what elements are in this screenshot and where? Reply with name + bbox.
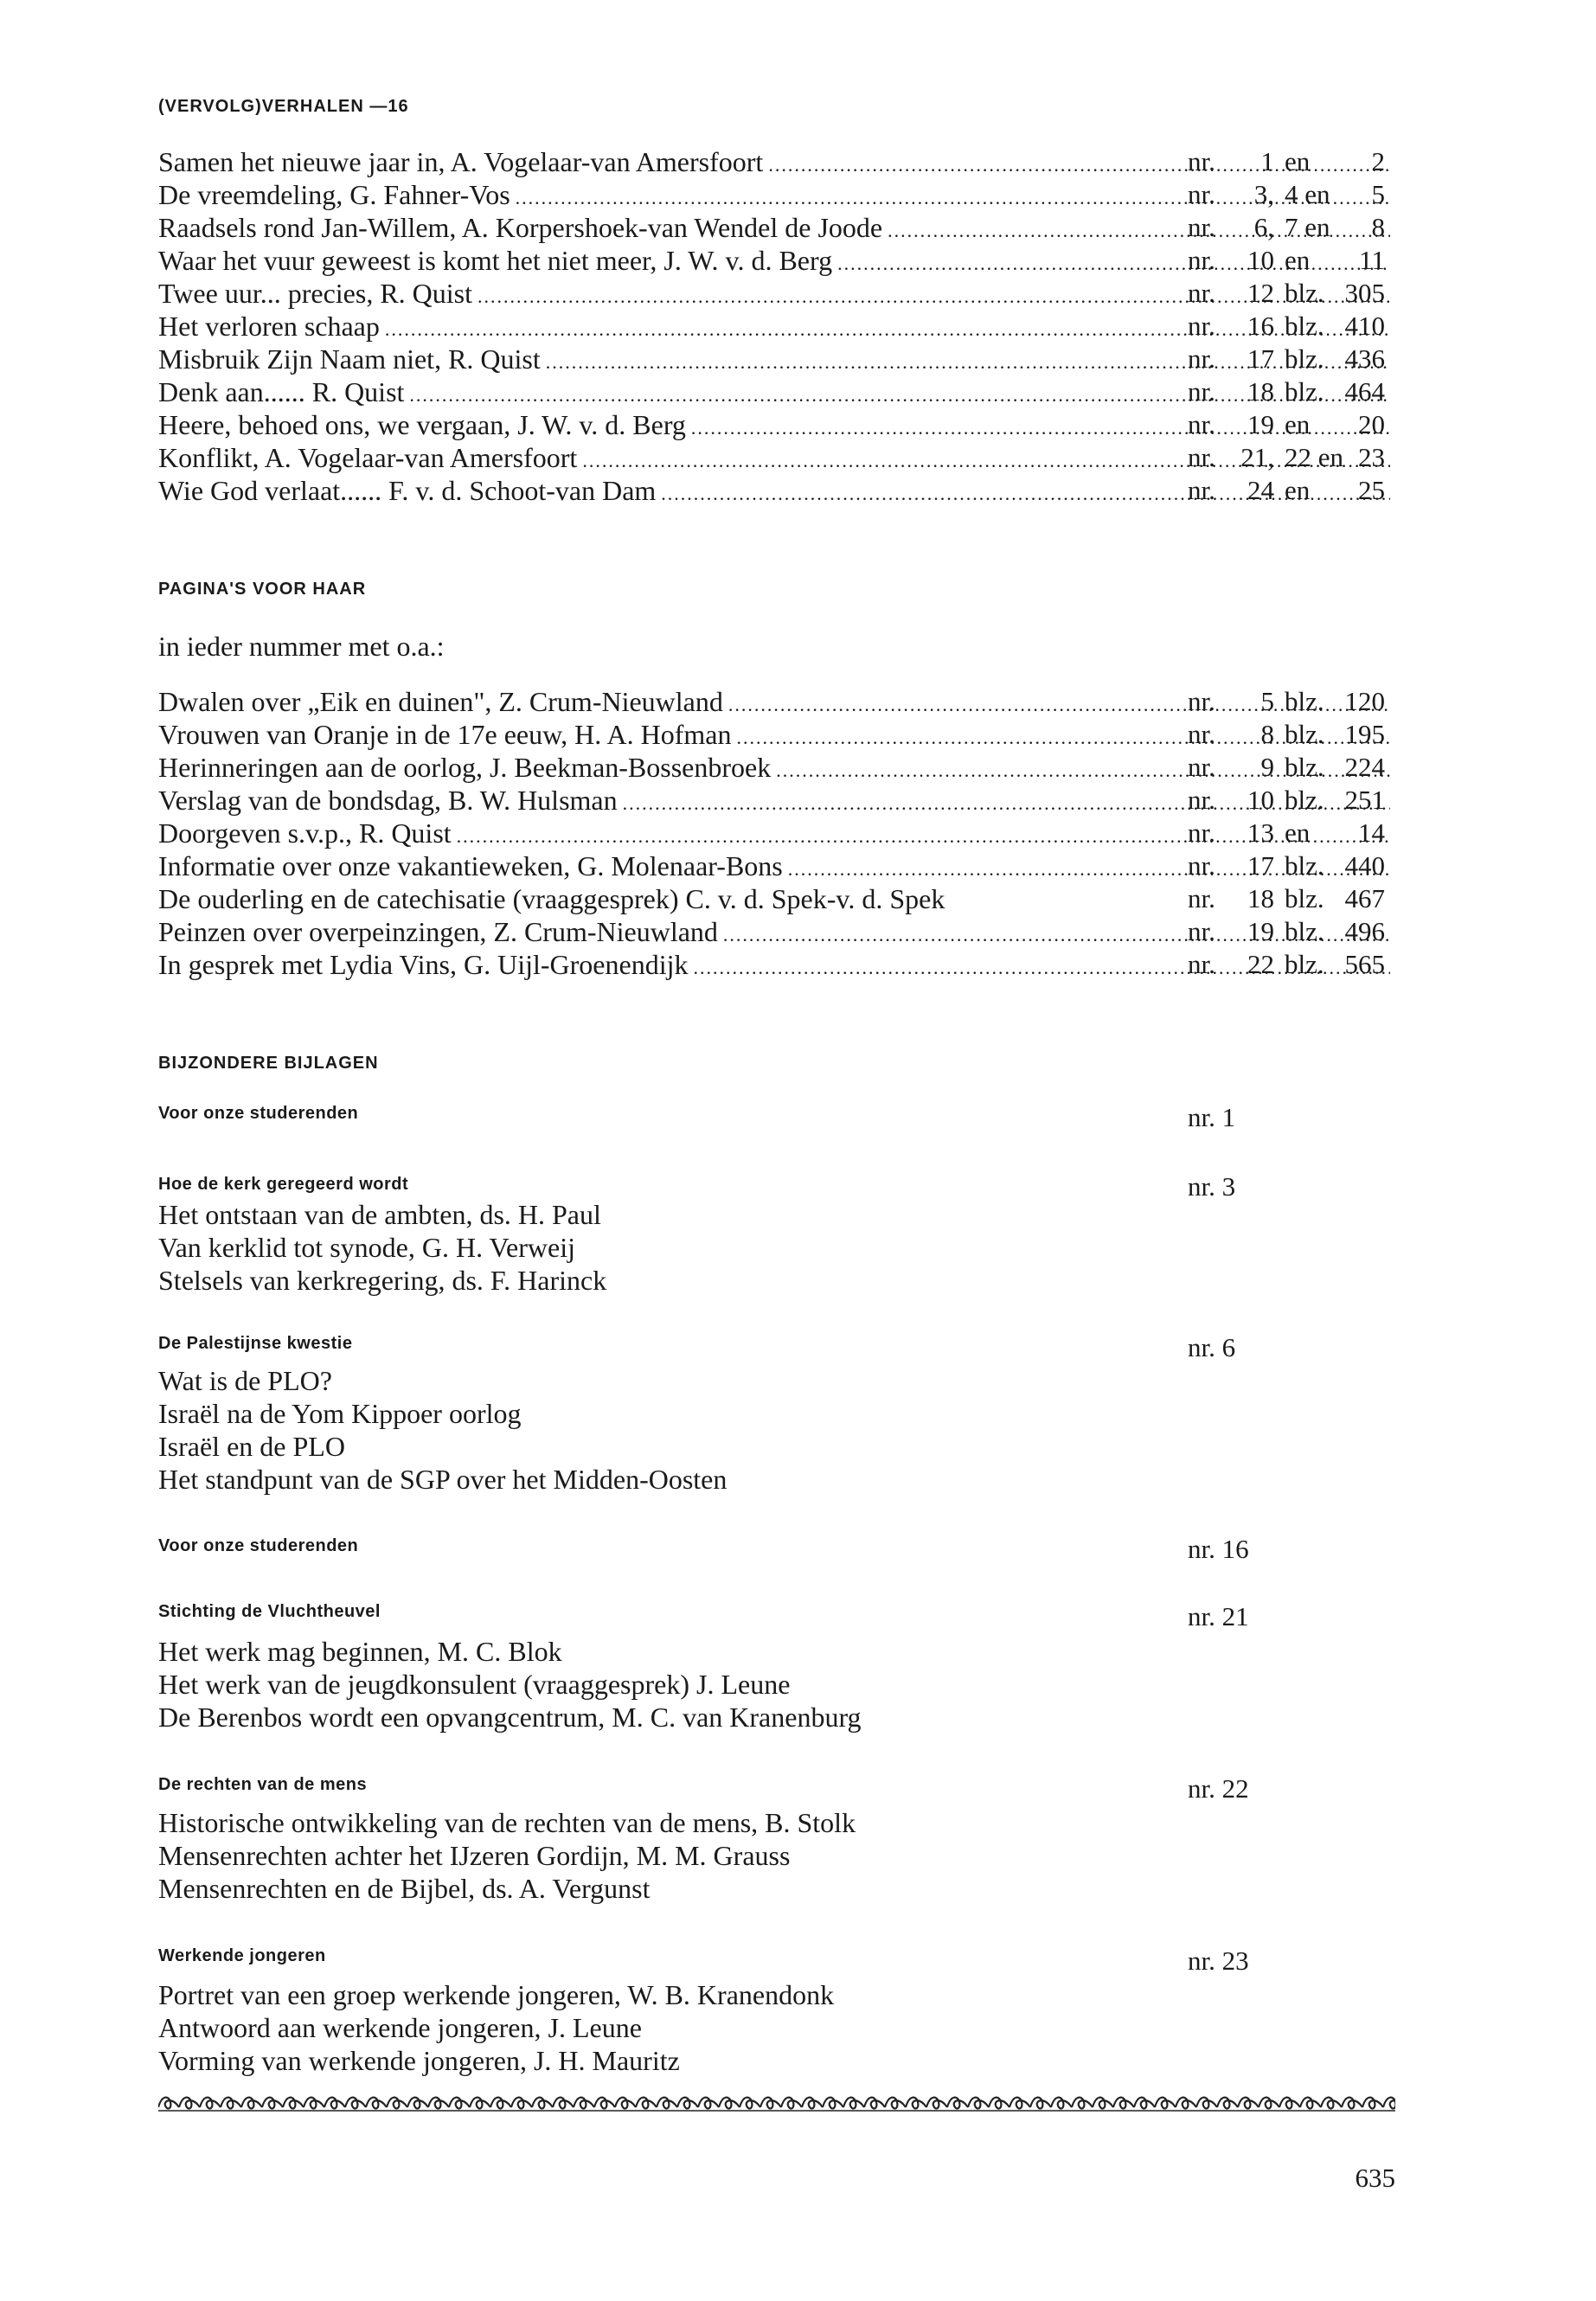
bijlage-item: Het werk mag beginnen, M. C. Blok xyxy=(158,1636,562,1667)
bijlage-ref: nr. 6 xyxy=(1188,1332,1236,1362)
bijlage-heading: Werkende jongeren xyxy=(158,1946,326,1965)
bijlage-item: Vorming van werkende jongeren, J. H. Mauritz xyxy=(158,2045,680,2076)
item-title: Het verloren schaap xyxy=(158,311,380,342)
item-title: Vrouwen van Oranje in de 17e eeuw, H. A. Hofman xyxy=(158,719,732,750)
item-title: Denk aan...... R. Quist xyxy=(158,376,405,407)
paginas-intro: in ieder nummer met o.a.: xyxy=(158,631,445,662)
item-ref: nr. 22 blz. 565 xyxy=(1188,949,1385,979)
bijlage-item: Mensenrechten achter het IJzeren Gordijn, M. M. Grauss xyxy=(158,1840,791,1871)
item-ref: nr. 13 en 14 xyxy=(1188,817,1385,848)
bijlage-heading: De Palestijnse kwestie xyxy=(158,1334,353,1353)
item-title: Doorgeven s.v.p., R. Quist xyxy=(158,817,452,849)
ornament-border xyxy=(158,2092,1395,2114)
item-ref: nr. 17 blz. 440 xyxy=(1188,850,1385,881)
bijlage-ref: nr. 21 xyxy=(1188,1601,1249,1631)
item-ref: nr. 16 blz. 410 xyxy=(1188,311,1385,341)
bijlage-item: Antwoord aan werkende jongeren, J. Leune xyxy=(158,2012,642,2043)
item-title: Verslag van de bondsdag, B. W. Hulsman xyxy=(158,785,618,816)
item-ref: nr. 10 blz. 251 xyxy=(1188,785,1385,815)
item-title: Dwalen over „Eik en duinen", Z. Crum-Nieuwland xyxy=(158,686,723,717)
bijlage-ref: nr. 22 xyxy=(1188,1773,1249,1804)
item-ref: nr. 18 blz. 464 xyxy=(1188,376,1385,407)
item-title: Waar het vuur geweest is komt het niet meer, J. W. v. d. Berg xyxy=(158,245,833,276)
bijlage-item: Historische ontwikkeling van de rechten van de mens, B. Stolk xyxy=(158,1807,856,1838)
bijlage-item: Israël na de Yom Kippoer oorlog xyxy=(158,1398,522,1429)
item-ref: nr. 6, 7 en 8 xyxy=(1188,212,1385,242)
item-title: Samen het nieuwe jaar in, A. Vogelaar-van Amersfoort xyxy=(158,146,764,177)
bijlage-ref: nr. 1 xyxy=(1188,1102,1236,1132)
item-title: Peinzen over overpeinzingen, Z. Crum-Nieuwland xyxy=(158,916,718,947)
item-ref: nr. 19 en 20 xyxy=(1188,409,1385,439)
bijlage-item: Portret van een groep werkende jongeren, W. B. Kranendonk xyxy=(158,1979,835,2010)
item-title: Raadsels rond Jan-Willem, A. Korpershoek-van Wendel de Joode xyxy=(158,212,883,243)
item-ref: nr. 9 blz. 224 xyxy=(1188,752,1385,782)
item-title: De ouderling en de catechisatie (vraaggesprek) C. v. d. Spek-v. d. Spek xyxy=(158,883,945,914)
item-ref: nr. 12 blz. 305 xyxy=(1188,278,1385,308)
bijlage-item: Het werk van de jeugdkonsulent (vraaggesprek) J. Leune xyxy=(158,1669,791,1700)
bijlage-item: Wat is de PLO? xyxy=(158,1365,332,1396)
bijlage-heading: Stichting de Vluchtheuvel xyxy=(158,1602,381,1621)
item-ref: nr. 17 blz. 436 xyxy=(1188,343,1385,374)
item-title: Herinneringen aan de oorlog, J. Beekman-Bossenbroek xyxy=(158,752,772,783)
bijlage-heading: Hoe de kerk geregeerd wordt xyxy=(158,1175,409,1194)
item-ref: nr. 5 blz. 120 xyxy=(1188,686,1385,716)
item-title: Twee uur... precies, R. Quist xyxy=(158,278,473,309)
bijlage-heading: De rechten van de mens xyxy=(158,1775,368,1794)
page-number: 635 xyxy=(1355,2163,1395,2193)
item-ref: nr. 18 blz. 467 xyxy=(1188,883,1385,913)
bijlage-ref: nr. 23 xyxy=(1188,1945,1249,1976)
item-ref: nr. 10 en 11 xyxy=(1188,245,1385,275)
section-header-paginas: PAGINA'S VOOR HAAR xyxy=(158,580,367,599)
item-title: In gesprek met Lydia Vins, G. Uijl-Groenendijk xyxy=(158,949,689,980)
item-title: Wie God verlaat...... F. v. d. Schoot-van Dam xyxy=(158,475,657,506)
bijlage-ref: nr. 3 xyxy=(1188,1171,1236,1202)
bijlage-heading: Voor onze studerenden xyxy=(158,1104,359,1123)
item-title: Heere, behoed ons, we vergaan, J. W. v. d. Berg xyxy=(158,409,686,440)
bijlage-ref: nr. 16 xyxy=(1188,1534,1249,1564)
bijlage-heading: Voor onze studerenden xyxy=(158,1536,359,1555)
bijlage-item: De Berenbos wordt een opvangcentrum, M. C. van Kranenburg xyxy=(158,1702,862,1733)
bijlage-item: Stelsels van kerkregering, ds. F. Harinck xyxy=(158,1265,607,1296)
item-ref: nr. 8 blz. 195 xyxy=(1188,719,1385,749)
bijlage-item: Het standpunt van de SGP over het Midden-Oosten xyxy=(158,1464,727,1495)
item-ref: nr. 1 en 2 xyxy=(1188,146,1385,176)
list-item xyxy=(158,881,1186,916)
item-ref: nr. 19 blz. 496 xyxy=(1188,916,1385,946)
bijlage-item: Mensenrechten en de Bijbel, ds. A. Vergunst xyxy=(158,1873,651,1904)
bijlage-item: Het ontstaan van de ambten, ds. H. Paul xyxy=(158,1199,601,1230)
item-ref: nr. 21, 22 en 23 xyxy=(1188,442,1385,472)
section-header-bijlagen: BIJZONDERE BIJLAGEN xyxy=(158,1054,379,1073)
item-title: Informatie over onze vakantieweken, G. Molenaar-Bons xyxy=(158,850,783,881)
item-title: De vreemdeling, G. Fahner-Vos xyxy=(158,179,510,210)
bijlage-item: Van kerklid tot synode, G. H. Verweij xyxy=(158,1232,575,1263)
item-title: Konflikt, A. Vogelaar-van Amersfoort xyxy=(158,442,578,473)
section-header-verhalen: (VERVOLG)VERHALEN —16 xyxy=(158,97,409,116)
bijlage-item: Israël en de PLO xyxy=(158,1431,345,1462)
item-title: Misbruik Zijn Naam niet, R. Quist xyxy=(158,343,541,375)
item-ref: nr. 3, 4 en 5 xyxy=(1188,179,1385,209)
item-ref: nr. 24 en 25 xyxy=(1188,475,1385,505)
